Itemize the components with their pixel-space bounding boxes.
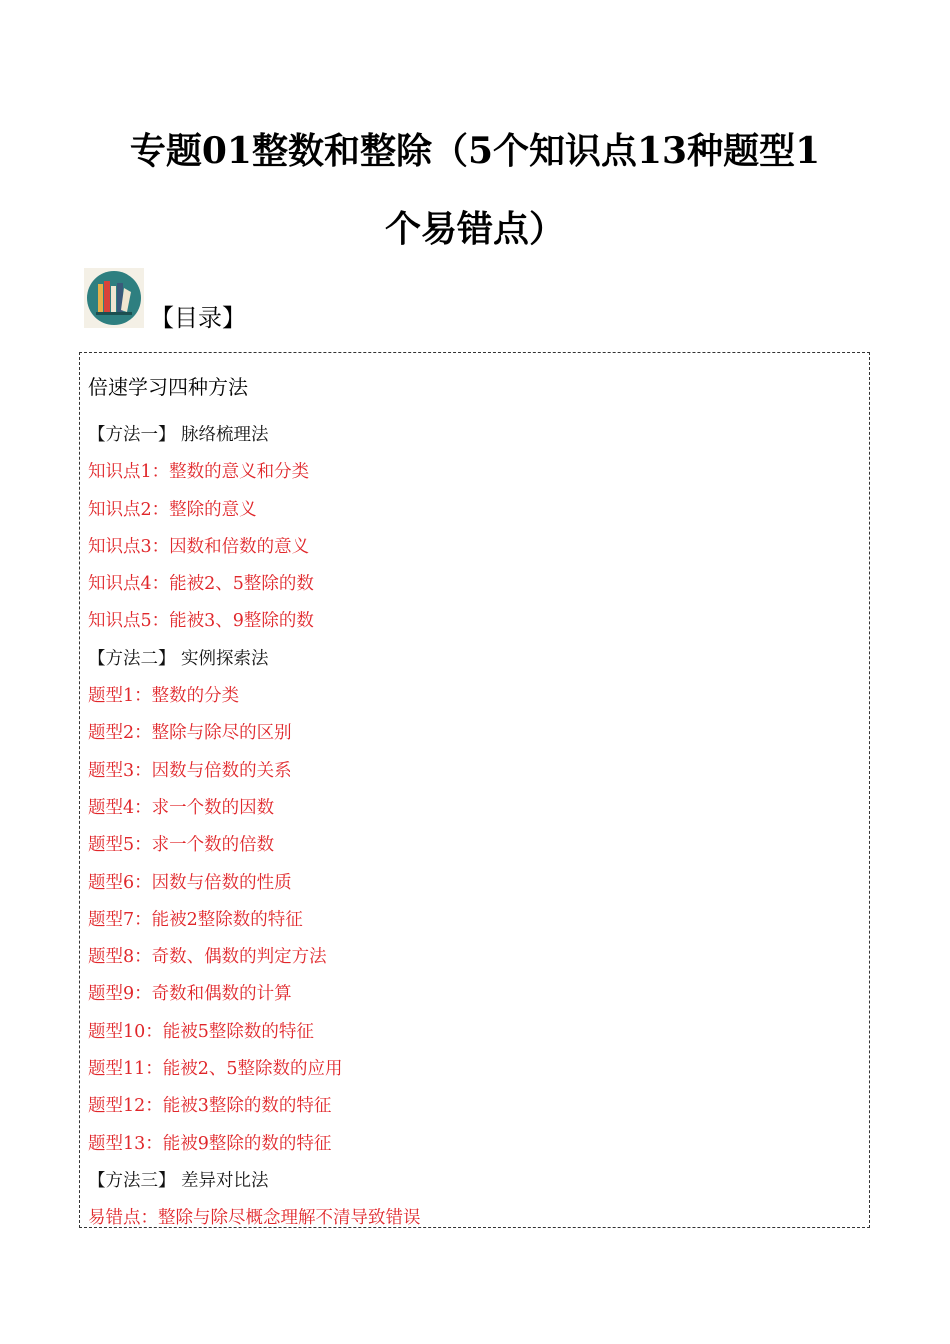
toc-heading: 【目录】 [150,304,246,332]
toc-link-item[interactable]: 题型7：能被2整除数的特征 [88,909,303,930]
toc-link-item[interactable]: 题型8：奇数、偶数的判定方法 [88,947,327,968]
toc-method-heading: 【方法三】 差异对比法 [88,1170,269,1191]
toc-link-item[interactable]: 题型9：奇数和偶数的计算 [88,984,292,1005]
toc-method-heading: 【方法一】 脉络梳理法 [88,425,269,445]
toc-link-item[interactable]: 题型3：因数与倍数的关系 [88,760,292,781]
toc-link-item[interactable]: 知识点3：因数和倍数的意义 [88,536,310,557]
toc-link-item[interactable]: 题型1：整数的分类 [88,686,240,707]
title-line-2: 个易错点） [384,208,565,250]
toc-link-item[interactable]: 题型13：能被9整除的数的特征 [88,1133,332,1154]
toc-link-item[interactable]: 知识点1：整数的意义和分类 [88,462,310,483]
toc-list [88,421,421,1242]
document-title [60,112,890,268]
toc-box [79,352,870,1228]
toc-link-item[interactable]: 知识点5：能被3、9整除的数 [88,611,314,632]
toc-link-item[interactable]: 题型6：因数与倍数的性质 [88,872,292,893]
toc-link-item[interactable]: 知识点4：能被2、5整除的数 [88,574,314,595]
toc-link-item[interactable]: 题型5：求一个数的倍数 [88,835,275,856]
toc-link-item[interactable]: 题型2：整除与除尽的区别 [88,723,292,744]
books-logo-icon [84,268,144,328]
toc-link-item[interactable]: 题型10：能被5整除数的特征 [88,1021,314,1042]
toc-link-item[interactable]: 易错点：整除与除尽概念理解不清导致错误 [88,1208,421,1229]
toc-link-item[interactable]: 题型12：能被3整除的数的特征 [88,1096,332,1117]
toc-box-title: 倍速学习四种方法 [88,375,248,399]
title-line-1: 专题01整数和整除（5个知识点13种题型1 [129,130,821,172]
toc-link-item[interactable]: 题型11：能被2、5整除数的应用 [88,1059,343,1080]
toc-link-item[interactable]: 知识点2：整除的意义 [88,499,257,520]
toc-method-heading: 【方法二】 实例探索法 [88,648,269,669]
toc-link-item[interactable]: 题型4：求一个数的因数 [88,797,275,818]
